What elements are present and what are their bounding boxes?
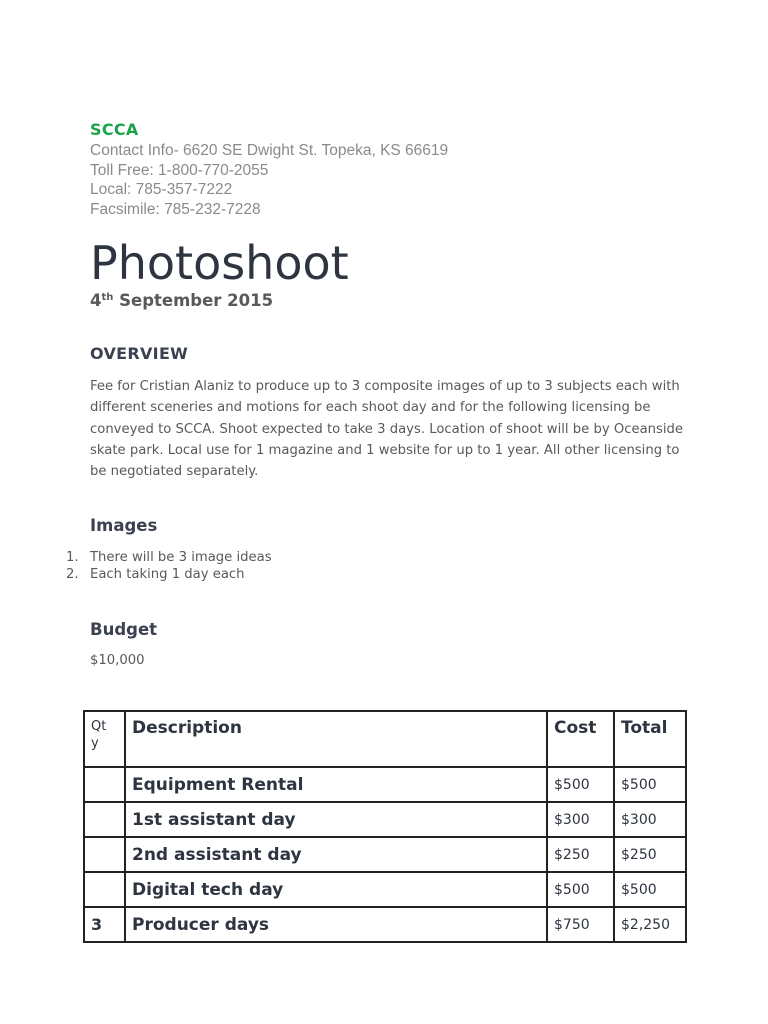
table-row <box>84 872 686 907</box>
cell-description: 1st assistant day <box>125 802 547 837</box>
list-item <box>0 566 400 583</box>
cell-total: $500 <box>614 872 686 907</box>
cell-cost: $500 <box>547 767 614 802</box>
contact-fax: Facsimile: 785-232-7228 <box>90 200 261 218</box>
date-day: 4 <box>90 291 102 310</box>
table-row <box>84 767 686 802</box>
table-row <box>84 837 686 872</box>
contact-local: Local: 785-357-7222 <box>90 181 233 198</box>
images-heading: Images <box>90 516 158 535</box>
header-description: Description <box>125 711 547 767</box>
document-date <box>90 291 273 310</box>
header-qty-line2: y <box>91 736 99 751</box>
table-row <box>84 907 686 942</box>
images-list <box>0 549 400 583</box>
header-total: Total <box>614 711 686 767</box>
cell-qty <box>84 767 125 802</box>
header-cost: Cost <box>547 711 614 767</box>
overview-heading: OVERVIEW <box>90 344 189 363</box>
company-name: SCCA <box>90 120 139 139</box>
cell-description: Producer days <box>125 907 547 942</box>
list-item <box>0 549 400 566</box>
cell-qty <box>84 837 125 872</box>
cell-cost: $250 <box>547 837 614 872</box>
cell-qty <box>84 872 125 907</box>
contact-address: Contact Info- 6620 SE Dwight St. Topeka, KS 66619 <box>90 142 449 159</box>
cell-cost: $750 <box>547 907 614 942</box>
contact-block <box>90 141 448 219</box>
date-suffix: th <box>101 292 114 303</box>
table-row <box>84 802 686 837</box>
list-number: 2. <box>66 567 79 582</box>
cell-description: Digital tech day <box>125 872 547 907</box>
cell-total: $2,250 <box>614 907 686 942</box>
list-text: There will be 3 image ideas <box>90 550 272 565</box>
document-title: Photoshoot <box>90 236 349 290</box>
date-rest: September 2015 <box>113 291 274 310</box>
list-text: Each taking 1 day each <box>90 567 245 582</box>
budget-amount: $10,000 <box>90 653 145 668</box>
cost-table <box>83 710 687 943</box>
cell-qty <box>84 802 125 837</box>
cell-cost: $300 <box>547 802 614 837</box>
cell-total: $500 <box>614 767 686 802</box>
overview-paragraph: Fee for Cristian Alaniz to produce up to 3 composite images of up to 3 subjects each with different sceneries and motions for each shoot day and for the following licensing be conveyed to SCCA. Shoot expected to take 3 days. Location of shoot will be by Oceanside skate park. Local use for 1 magazine and 1 website for up to 1 year. All other licensing to be negotiated separately. <box>90 379 684 480</box>
cell-description: Equipment Rental <box>125 767 547 802</box>
table-header-row <box>84 711 686 767</box>
budget-heading: Budget <box>90 620 158 639</box>
header-qty-line1: Qt <box>91 719 107 734</box>
contact-toll-free: Toll Free: 1-800-770-2055 <box>90 161 269 179</box>
cell-description: 2nd assistant day <box>125 837 547 872</box>
cell-total: $250 <box>614 837 686 872</box>
header-qty <box>84 711 125 767</box>
list-number: 1. <box>66 550 79 565</box>
cell-total: $300 <box>614 802 686 837</box>
cell-cost: $500 <box>547 872 614 907</box>
cell-qty: 3 <box>84 907 125 942</box>
